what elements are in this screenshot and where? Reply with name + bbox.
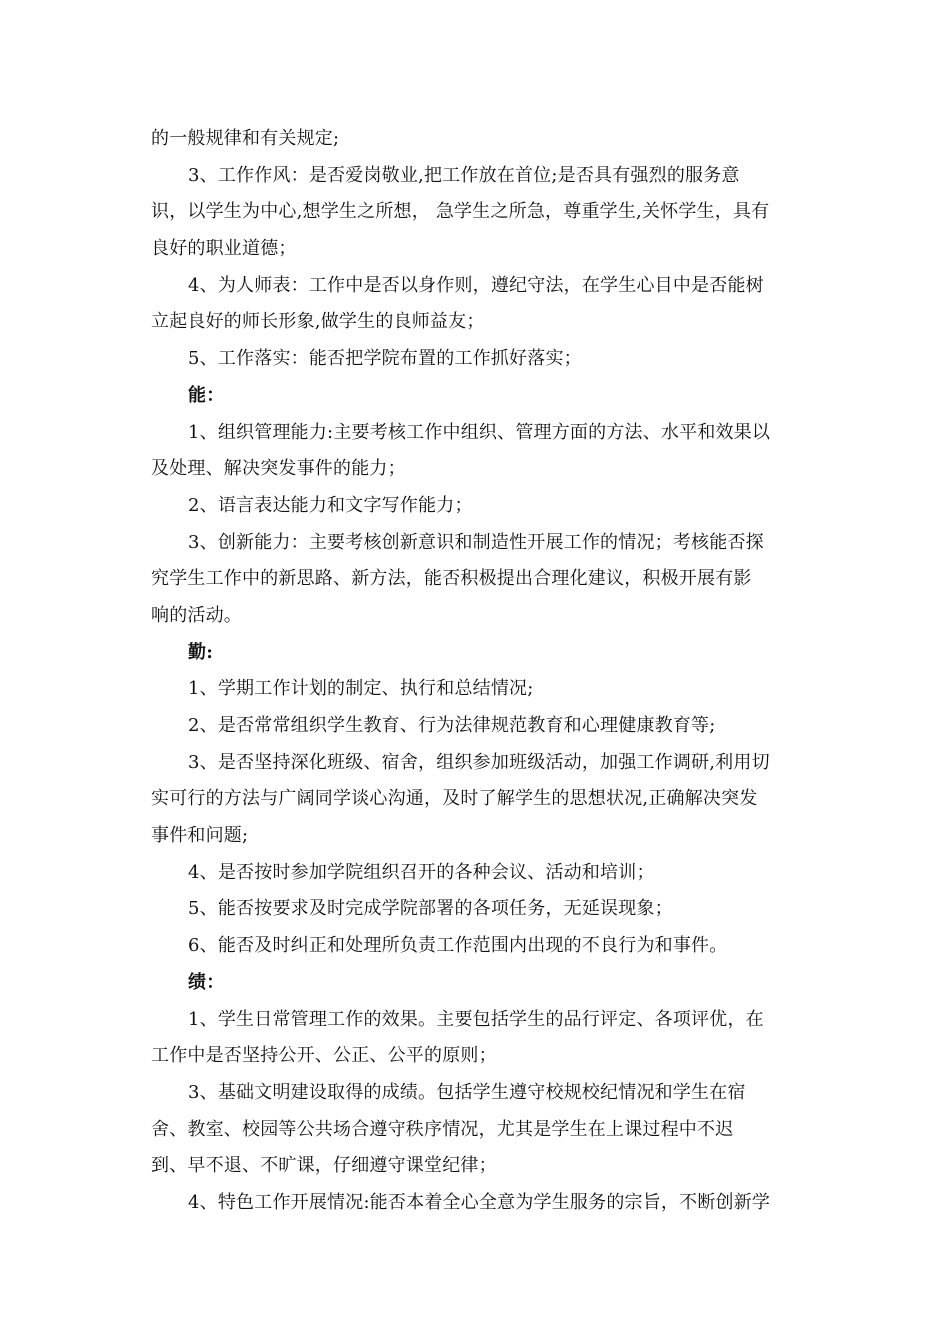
text-line: 良好的职业道德；: [151, 238, 297, 260]
text-line: 究学生工作中的新思路、新方法，能否积极提出合理化建议，积极开展有影: [151, 568, 752, 590]
text-line: 3、创新能力：主要考核创新意识和制造性开展工作的情况；考核能否探: [188, 531, 764, 553]
text-line: 4、特色工作开展情况:能否本着全心全意为学生服务的宗旨，不断创新学: [188, 1191, 771, 1213]
text-line: 6、能否及时纠正和处理所负责工作范围内出现的不良行为和事件。: [188, 935, 728, 957]
text-line: 3、是否坚持深化班级、宿舍，组织参加班级活动，加强工作调研,利用切: [188, 751, 770, 773]
text-line: 及处理、解决突发事件的能力；: [151, 458, 406, 480]
text-line: 5、工作落实：能否把学院布置的工作抓好落实；: [188, 348, 582, 370]
text-line: 2、是否常常组织学生教育、行为法律规范教育和心理健康教育等;: [188, 715, 716, 736]
text-line: 识，以学生为中心,想学生之所想， 急学生之所急，尊重学生,关怀学生，具有: [151, 201, 770, 223]
text-line: 事件和问题;: [151, 825, 249, 847]
section-heading: 绩：: [188, 971, 225, 993]
text-line: 响的活动。: [151, 604, 242, 626]
text-line: 5、能否按要求及时完成学院部署的各项任务，无延误现象；: [188, 898, 673, 920]
document-body: [151, 121, 801, 1222]
text-line: 4、是否按时参加学院组织召开的各种会议、活动和培训；: [188, 861, 655, 883]
section-heading: 勤:: [188, 641, 214, 663]
text-line: 3、工作作风：是否爱岗敬业,把工作放在首位;是否具有强烈的服务意: [188, 164, 740, 186]
text-line: 4、为人师表：工作中是否以身作则，遵纪守法，在学生心目中是否能树: [188, 274, 764, 296]
text-line: 实可行的方法与广阔同学谈心沟通，及时了解学生的思想状况,正确解决突发: [151, 788, 758, 810]
text-line: 的一般规律和有关规定;: [151, 128, 340, 149]
text-line: 工作中是否坚持公开、公正、公平的原则；: [151, 1045, 497, 1067]
text-line: 立起良好的师长形象,做学生的良师益友；: [151, 311, 485, 333]
text-line: 1、组织管理能力:主要考核工作中组织、管理方面的方法、水平和效果以: [188, 421, 771, 443]
text-line: 2、语言表达能力和文字写作能力；: [188, 494, 473, 516]
text-line: 舍、教室、校园等公共场合遵守秩序情况，尤其是学生在上课过程中不迟: [151, 1118, 734, 1140]
text-line: 3、基础文明建设取得的成绩。包括学生遵守校规校纪情况和学生在宿: [188, 1081, 746, 1103]
text-line: 1、学期工作计划的制定、执行和总结情况;: [188, 678, 534, 700]
text-line: 1、学生日常管理工作的效果。主要包括学生的品行评定、各项评优，在: [188, 1008, 764, 1030]
section-heading: 能：: [188, 384, 225, 406]
text-line: 到、早不退、不旷课，仔细遵守课堂纪律；: [151, 1155, 497, 1177]
